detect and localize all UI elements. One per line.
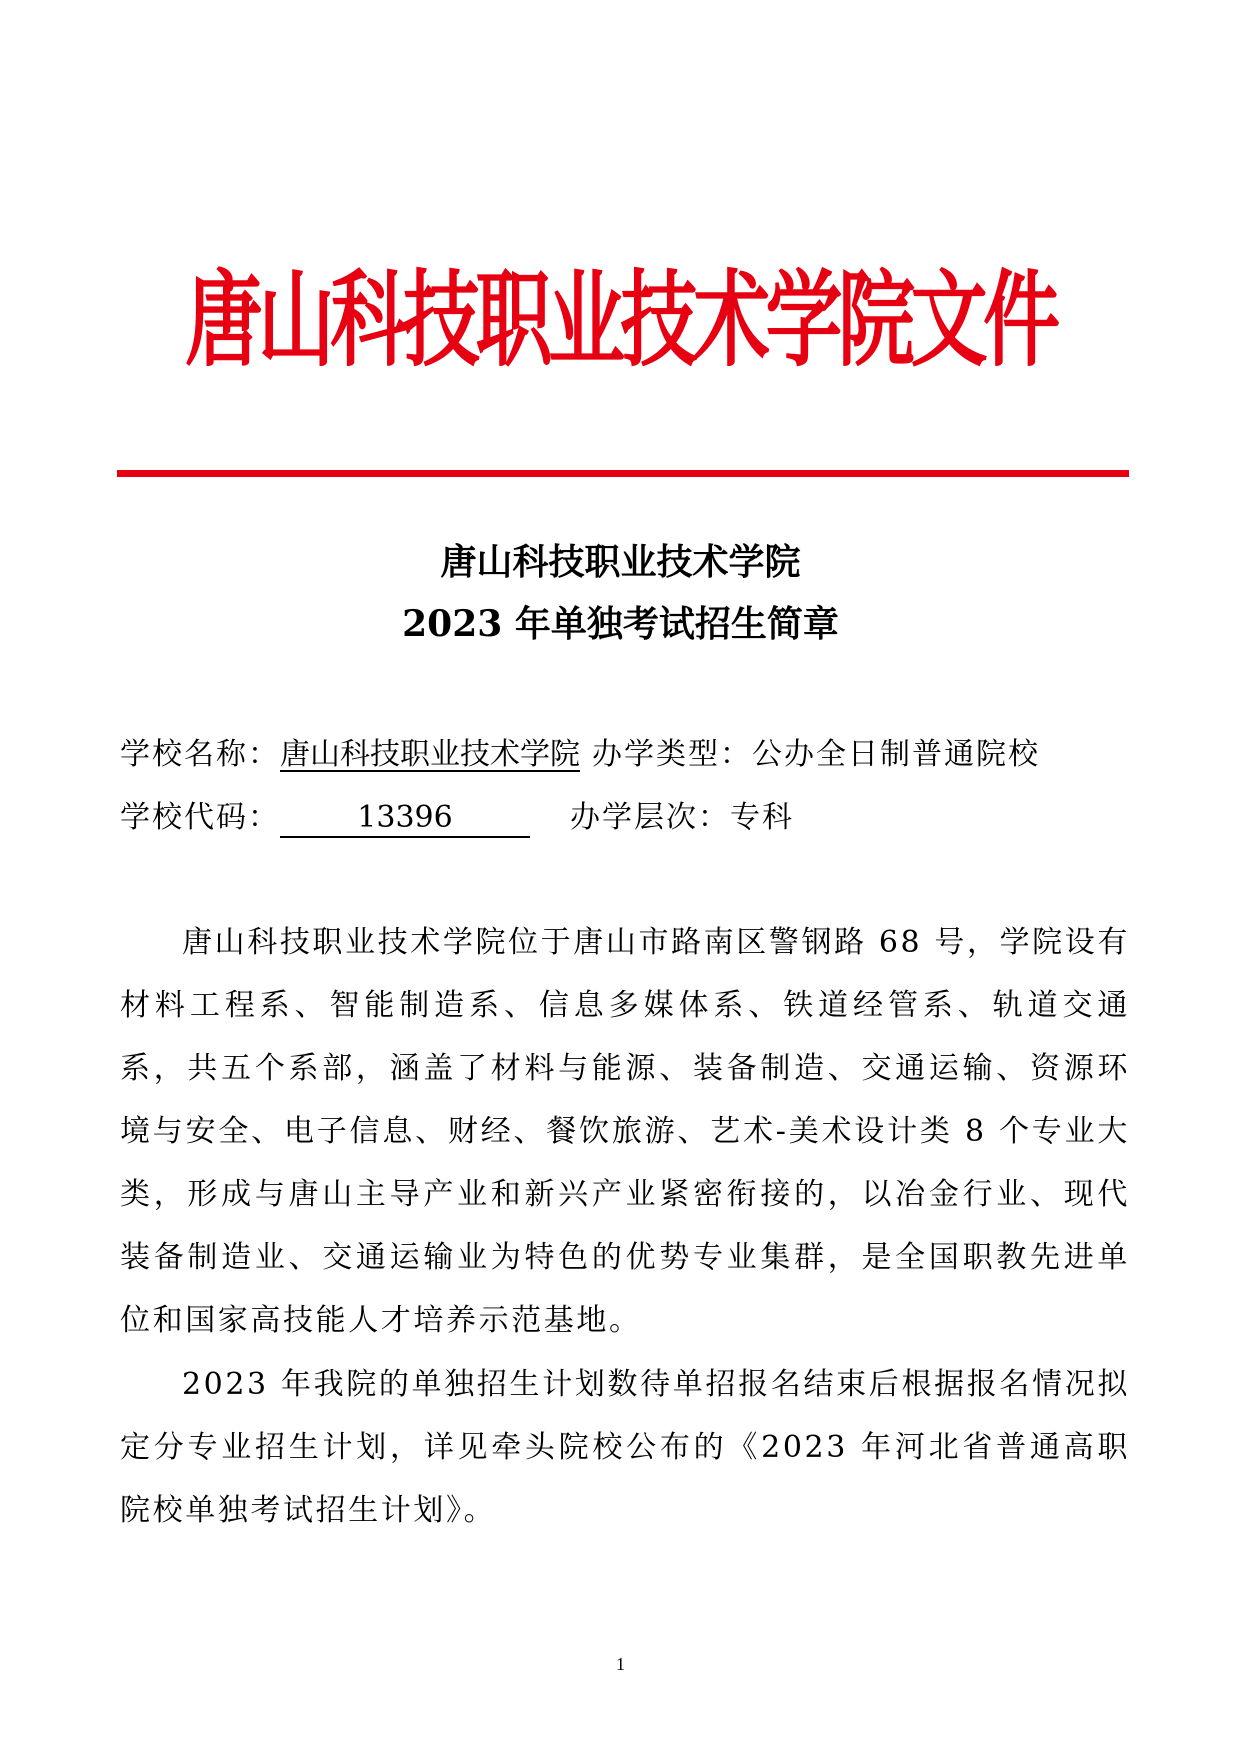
- school-type-label: 办学类型：: [592, 737, 752, 772]
- body-paragraph-1: [120, 911, 1130, 1352]
- body-paragraph-2: [120, 1353, 1130, 1542]
- school-code-value: 13396: [280, 800, 530, 838]
- header-divider: [117, 470, 1129, 477]
- paragraph-text: 唐山科技职业技术学院位于唐山市路南区警钢路 68 号，学院设有材料工程系、智能制造系、信息多媒体系、铁道经管系、轨道交通系，共五个系部，涵盖了材料与能源、装备制造、交通运输、资源环境与安全、电子信息、财经、餐饮旅游、艺术-美术设计类 8 个专业大类，形成与唐山主导产业和新兴产业紧密衔接的，以冶金行业、现代装备制造业、交通运输业为特色的优势专业集群，是全国职教先进单位和国家高技能人才培养示范基地。: [120, 925, 1130, 1338]
- school-code-label: 学校代码：: [120, 800, 280, 835]
- document-title: 唐山科技职业技术学院: [440, 541, 801, 583]
- info-row-code-level: [120, 798, 794, 838]
- document-subtitle: 2023 年单独考试招生简章: [402, 603, 839, 645]
- school-level-label: 办学层次：: [570, 800, 730, 835]
- school-name-label: 学校名称：: [120, 737, 280, 772]
- document-header-title: 唐山科技职业技术学院文件: [185, 259, 1056, 381]
- school-name-value: 唐山科技职业技术学院: [280, 737, 580, 772]
- page-number: 1: [616, 1654, 625, 1674]
- info-row-name-type: [120, 735, 1040, 775]
- school-level-value: 专科: [730, 800, 794, 835]
- paragraph-text: 2023 年我院的单独招生计划数待单招报名结束后根据报名情况拟定分专业招生计划，详见牵头院校公布的《2023 年河北省普通高职院校单独考试招生计划》。: [120, 1367, 1130, 1528]
- school-type-value: 公办全日制普通院校: [752, 737, 1040, 772]
